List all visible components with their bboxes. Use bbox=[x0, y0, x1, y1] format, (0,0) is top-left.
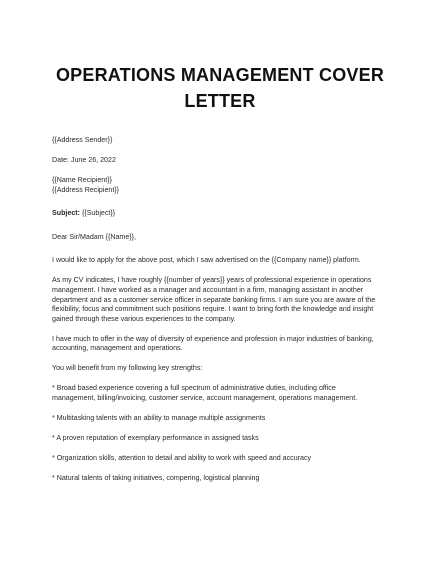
paragraph-2-line: flexibility, focus and commitment such positions require. I want to bring forth the knowledge and insight bbox=[52, 305, 374, 314]
subject-value: {{Subject}} bbox=[79, 209, 116, 218]
paragraph-3-line: I have much to offer in the way of diversity of experience and profession in major industries of banking, bbox=[52, 334, 374, 343]
name-recipient: {{Name Recipient}} bbox=[52, 175, 112, 184]
bullet-2: * Multitasking talents with an ability to manage multiple assignments bbox=[52, 413, 266, 422]
bullet-4: * Organization skills, attention to detail and ability to work with speed and accuracy bbox=[52, 453, 312, 462]
paragraph-2-line: management. I have worked as a manager and accountant in a firm, managing assistant in another bbox=[52, 285, 364, 294]
bullet-1-line: management, billing/invoicing, customer service, account management, operations management. bbox=[52, 393, 358, 402]
paragraph-1: I would like to apply for the above post, which I saw advertised on the {{Company name}} platform. bbox=[52, 256, 361, 265]
paragraph-2-line: As my CV indicates, I have roughly {{number of years}} years of professional experience in operations bbox=[52, 276, 372, 285]
letter-body bbox=[52, 136, 392, 483]
address-recipient: {{Address Recipient}} bbox=[52, 185, 120, 194]
document-title-line-1: OPERATIONS MANAGEMENT COVER bbox=[55, 65, 385, 85]
bullet-3: * A proven reputation of exemplary performance in assigned tasks bbox=[52, 433, 259, 442]
paragraph-2-line: department and as a customer service officer in separate banking firms. I am sure you are aware of the bbox=[52, 295, 376, 304]
salutation: Dear Sir/Madam {{Name}}, bbox=[52, 232, 136, 241]
bullet-5: * Natural talents of taking initiatives, compering, logistical planning bbox=[52, 473, 260, 482]
bullet-1-line: * Broad based experience covering a full spectrum of administrative duties, including office bbox=[52, 384, 336, 393]
subject-label: Subject: bbox=[52, 209, 80, 218]
paragraph-2-line: gained through these various experiences to the company. bbox=[52, 314, 236, 323]
subject-line bbox=[52, 209, 392, 219]
paragraph-3-line: accounting, management and operations. bbox=[52, 344, 183, 353]
address-sender: {{Address Sender}} bbox=[52, 136, 113, 144]
letter-date: Date: June 26, 2022 bbox=[52, 155, 116, 164]
paragraph-4: You will benefit from my following key strengths: bbox=[52, 364, 203, 373]
document-title-line-2: LETTER bbox=[184, 91, 256, 111]
